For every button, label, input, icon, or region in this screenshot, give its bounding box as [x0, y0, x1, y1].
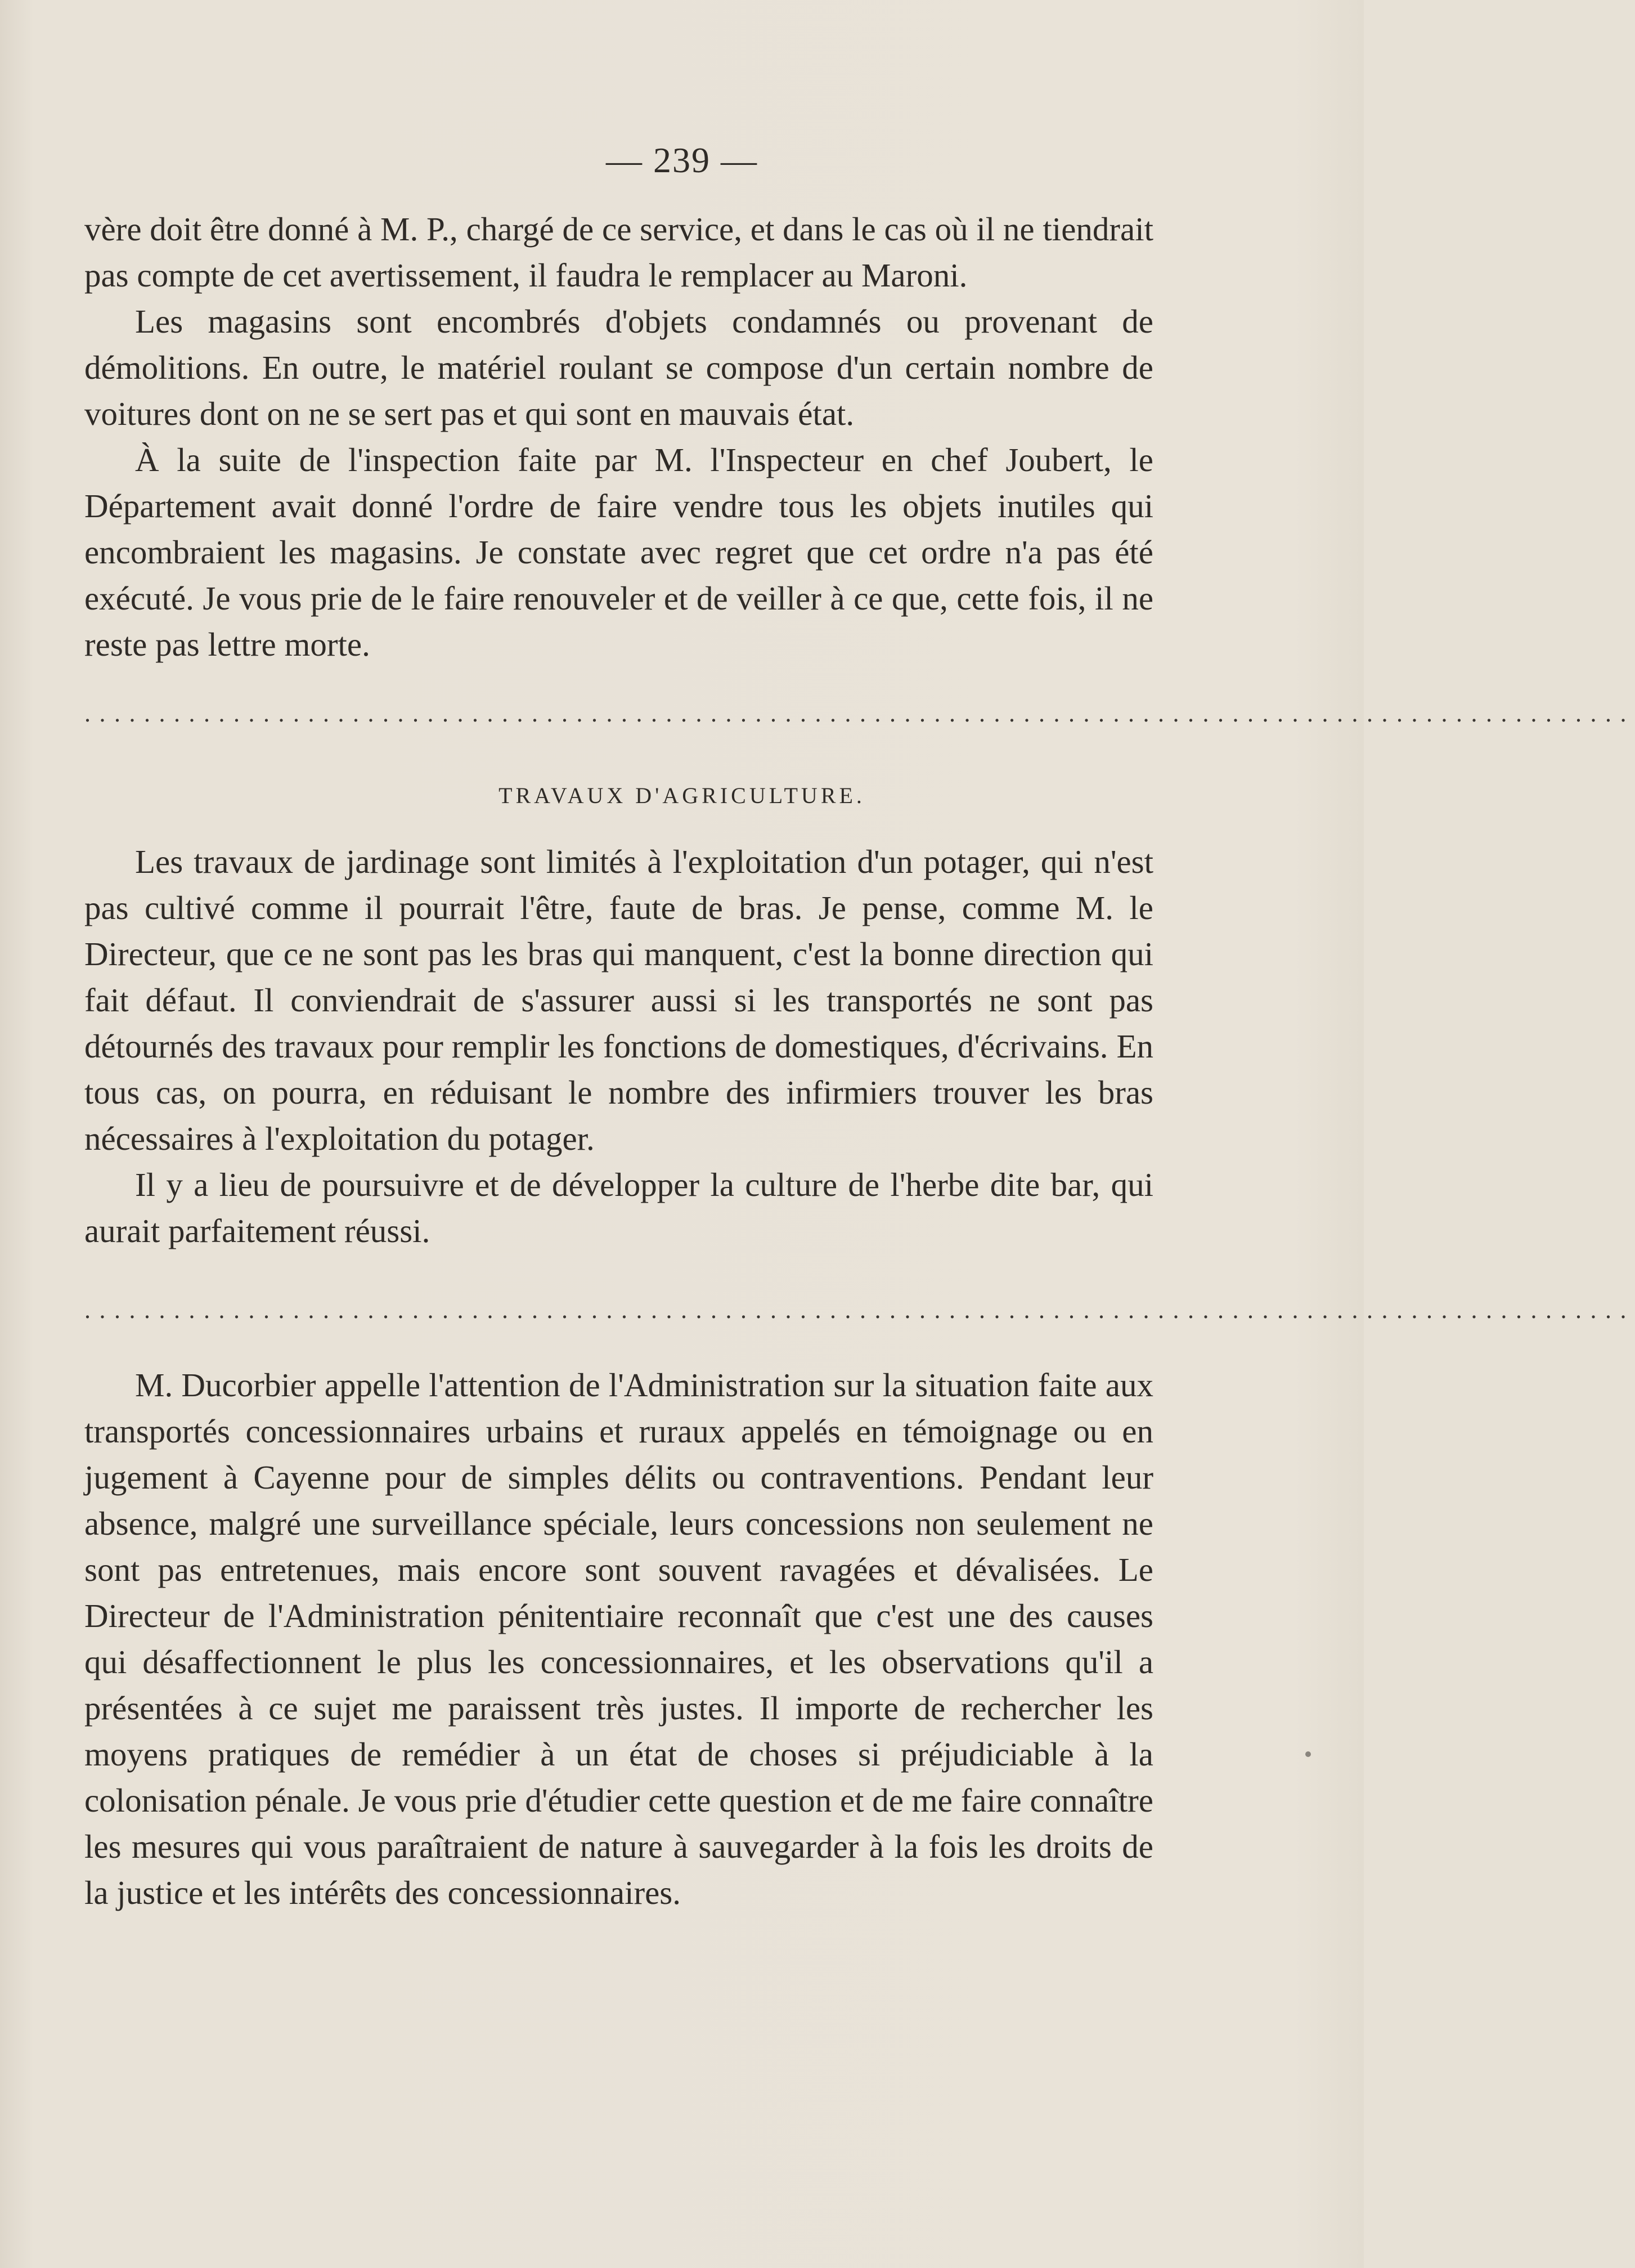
paragraph: Les magasins sont encombrés d'objets condamnés ou provenant de démolitions. En outre, le matériel roulant se compose d'un certain nombre de voitures dont on ne se sert pas et qui sont en mauvais état. — [84, 303, 1153, 432]
paragraph: vère doit être donné à M. P., chargé de ce service, et dans le cas où il ne tiendrait pas compte de cet avertissement, il faudra le remplacer au Maroni. — [84, 210, 1153, 294]
paper-speck — [1305, 1751, 1311, 1757]
page-number: — 239 — — [606, 140, 758, 180]
agriculture-text-block — [84, 839, 1153, 1254]
paragraph: Les travaux de jardinage sont limités à l'exploitation d'un potager, qui n'est pas cultivé comme il pourrait l'être, faute de bras. Je pense, comme M. le Directeur, que ce ne sont pas les bras qui manquent, c'est la bonne direction qui fait défaut. Il conviendrait de s'assurer aussi si les transportés ne sont pas détournés des travaux pour remplir les fonctions de domestiques, d'écrivains. En tous cas, on pourra, en réduisant le nombre des infirmiers trouver les bras nécessaires à l'exploitation du potager. — [84, 843, 1153, 1157]
closing-text-block — [84, 1362, 1153, 1916]
ellipsis-separator: ........................................................................................................ — [84, 700, 1635, 727]
paragraph: À la suite de l'inspection faite par M. l'Inspecteur en chef Joubert, le Département avait donné l'ordre de faire vendre tous les objets inutiles qui encombraient les magasins. Je constate avec regret que cet ordre n'a pas été exécuté. Je vous prie de le faire renouveler et de veiller à ce que, cette fois, il ne reste pas lettre morte. — [84, 441, 1153, 663]
section-heading: TRAVAUX D'AGRICULTURE. — [498, 783, 865, 808]
ellipsis-separator: ........................................................................................................ — [84, 1296, 1635, 1324]
top-text-block — [84, 206, 1153, 667]
paragraph: Il y a lieu de poursuivre et de développer la culture de l'herbe dite bar, qui aurait parfaitement réussi. — [84, 1166, 1153, 1249]
paragraph: M. Ducorbier appelle l'attention de l'Administration sur la situation faite aux transportés concessionnaires urbains et ruraux appelés en témoignage ou en jugement à Cayenne pour de simples délits ou contraventions. Pendant leur absence, malgré une surveillance spéciale, leurs concessions non seulement ne sont pas entretenues, mais encore sont souvent ravagées et dévalisées. Le Directeur de l'Administration pénitentiaire reconnaît que c'est une des causes qui désaffectionnent le plus les concessionnaires, et les observations qu'il a présentées à ce sujet me paraissent très justes. Il importe de rechercher les moyens pratiques de remédier à un état de choses si préjudiciable à la colonisation pénale. Je vous prie d'étudier cette question et de me faire connaître les mesures qui vous paraîtraient de nature à sauvegarder à la fois les droits de la justice et les intérêts des concessionnaires. — [84, 1366, 1153, 1911]
